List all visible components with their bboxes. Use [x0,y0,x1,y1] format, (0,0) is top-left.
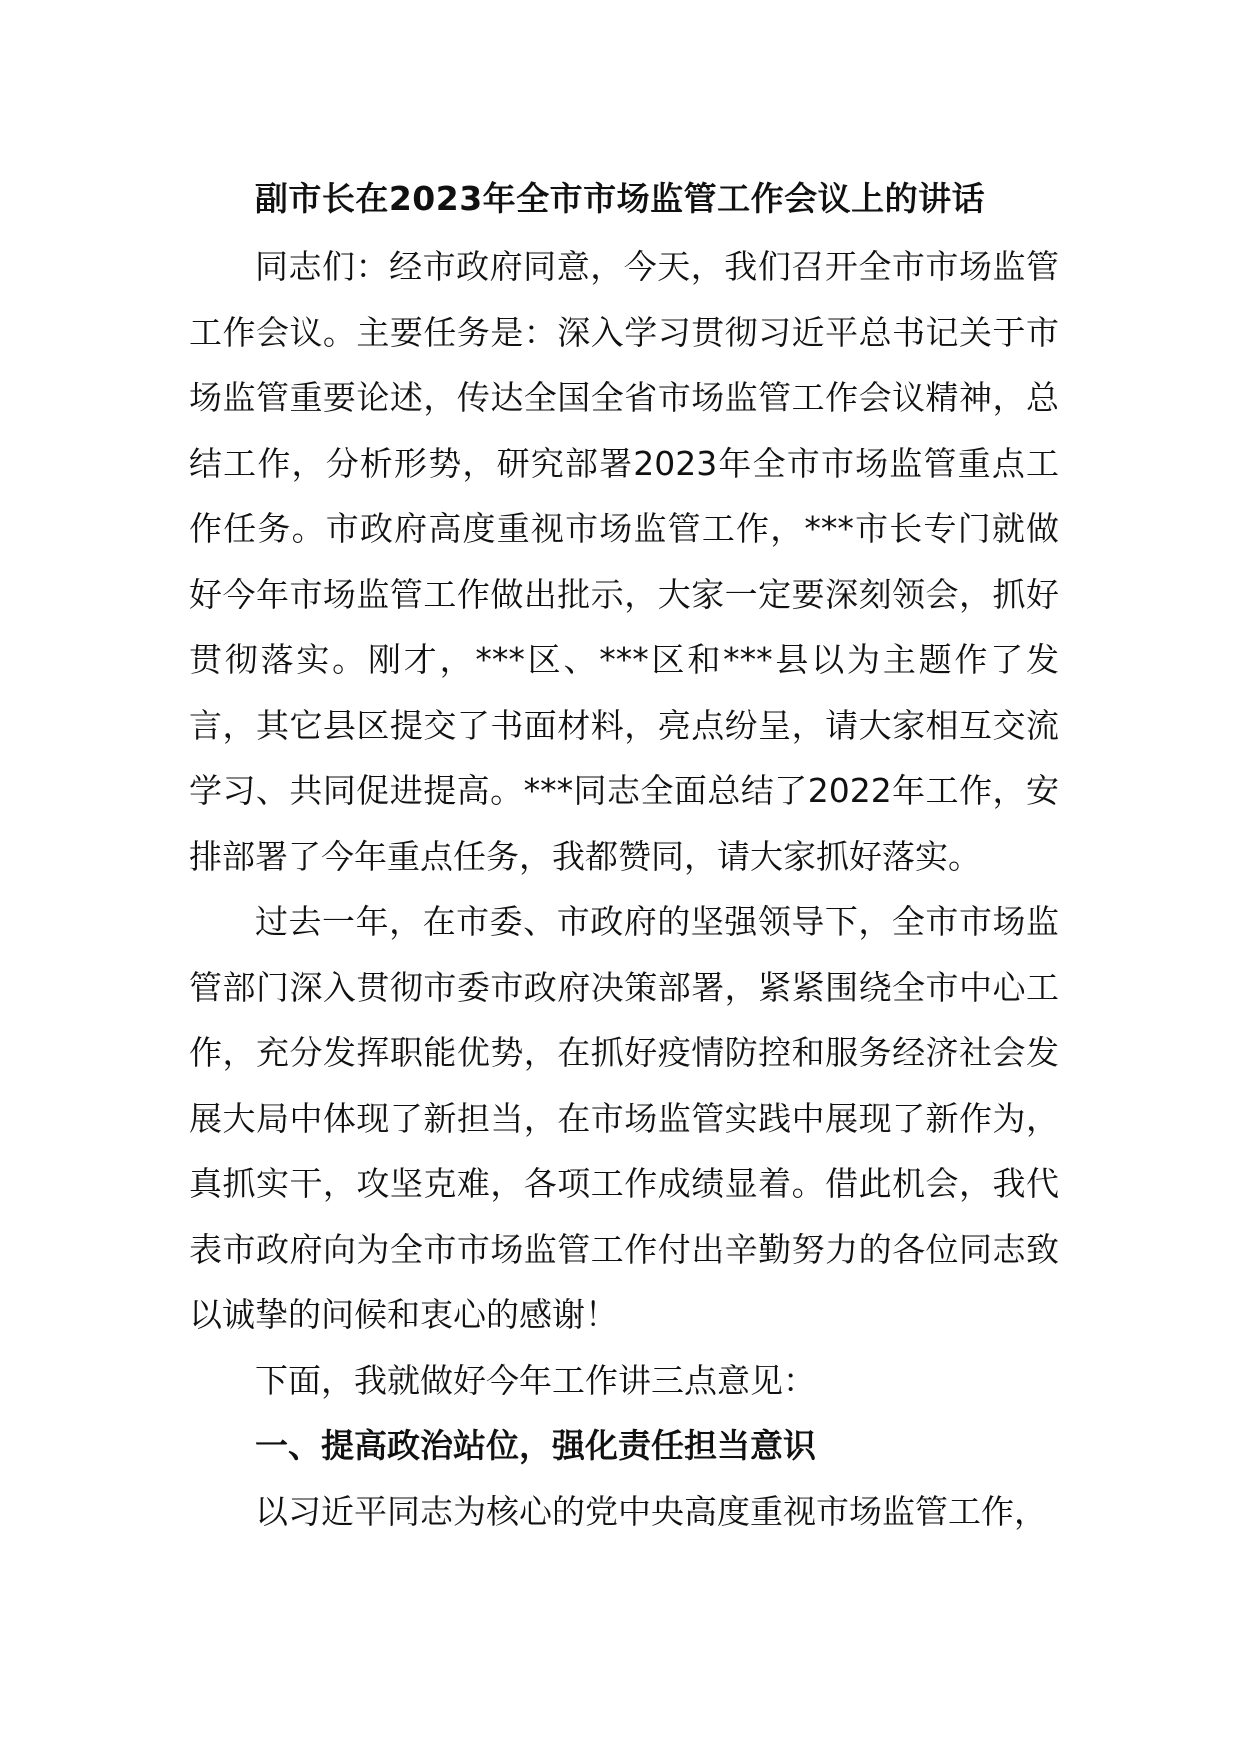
paragraph-opening: 同志们：经市政府同意，今天，我们召开全市市场监管工作会议。主要任务是：深入学习贯彻习近平总书记关于市场监管重要论述，传达全国全省市场监管工作会议精神，总结工作，分析形势，研究部署2023年全市市场监管重点工作任务。市政府高度重视市场监管工作，***市长专门就做好今年市场监管工作做出批示，大家一定要深刻领会，抓好贯彻落实。刚才，***区、***区和***县以为主题作了发言，其它县区提交了书面材料，亮点纷呈，请大家相互交流学习、共同促进提高。***同志全面总结了2022年工作，安排部署了今年重点任务，我都赞同，请大家抓好落实。 [189,247,1059,876]
paragraph-intro-points: 下面，我就做好今年工作讲三点意见： [255,1360,816,1400]
document-title: 副市长在2023年全市市场监管工作会议上的讲话 [254,179,986,218]
paragraph-section-1: 以习近平同志为核心的党中央高度重视市场监管工作， [255,1491,1047,1531]
paragraph-review: 过去一年，在市委、市政府的坚强领导下，全市市场监管部门深入贯彻市委市政府决策部署，紧紧围绕全市中心工作，充分发挥职能优势，在抓好疫情防控和服务经济社会发展大局中体现了新担当，在市场监管实践中展现了新作为，真抓实干，攻坚克难，各项工作成绩显着。借此机会，我代表市政府向为全市市场监管工作付出辛勤努力的各位同志致以诚挚的问候和衷心的感谢！ [189,902,1059,1334]
section-heading-1: 一、提高政治站位，强化责任担当意识 [255,1426,816,1465]
document-body [189,234,1059,1544]
